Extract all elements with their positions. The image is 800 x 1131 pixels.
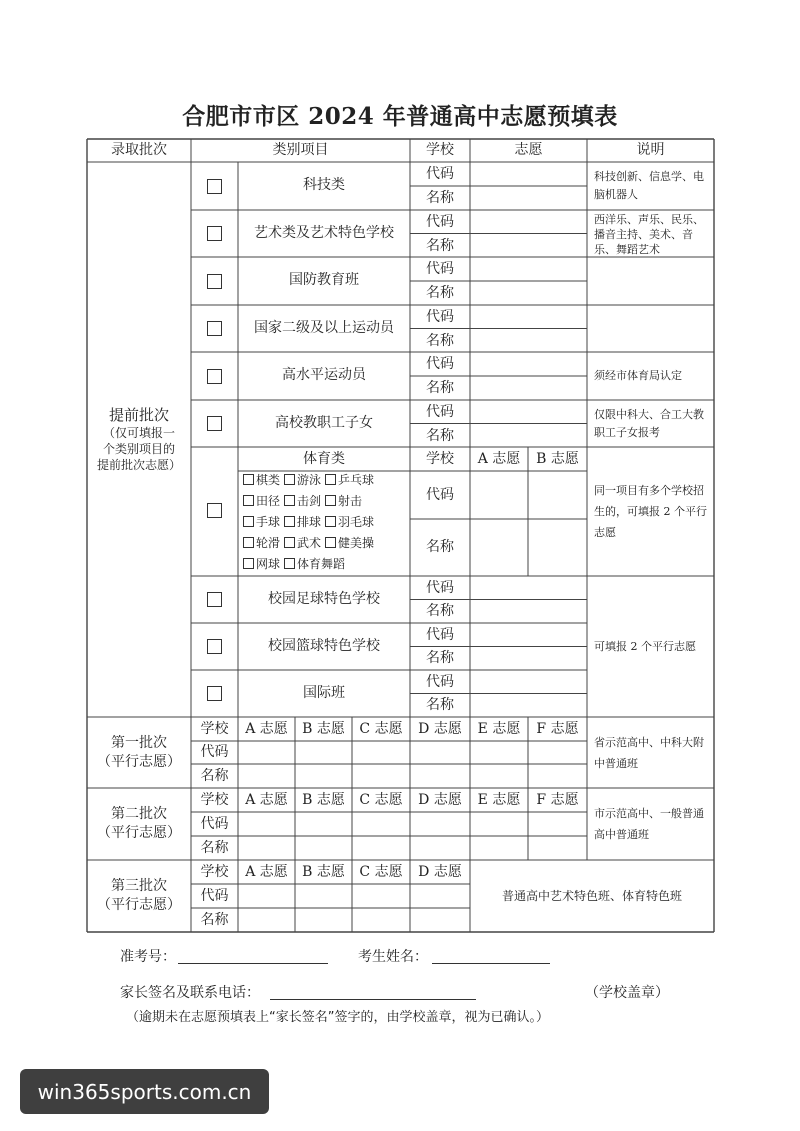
- parent-signature-label: 家长签名及联系电话：: [120, 985, 260, 1001]
- code-label: 代码: [426, 213, 454, 230]
- sports-option[interactable]: 击剑: [284, 491, 321, 512]
- batch1-choice: D 志愿: [418, 720, 462, 737]
- batch3-choice: A 志愿: [245, 863, 288, 880]
- batch2-school-label: 学校: [200, 791, 229, 808]
- note-athlete-high: 须经市体育局认定: [594, 369, 682, 382]
- code-label: 代码: [426, 673, 454, 690]
- batch3-note: 普通高中艺术特色班、体育特色班: [501, 888, 682, 903]
- checkbox-defense[interactable]: [207, 274, 222, 289]
- form-title: 合肥市市区 2024 年普通高中志愿预填表: [182, 103, 618, 130]
- sports-option[interactable]: 棋类: [243, 470, 280, 491]
- sports-option[interactable]: 网球: [243, 554, 280, 575]
- sports-option[interactable]: 健美操: [325, 533, 374, 554]
- batch1-label: [87, 717, 191, 788]
- checkbox-athlete-l2[interactable]: [207, 321, 222, 336]
- sports-option[interactable]: 游泳: [284, 470, 321, 491]
- checkbox-tech[interactable]: [207, 179, 222, 194]
- checkbox-athlete-high[interactable]: [207, 369, 222, 384]
- sports-title: 体育类: [303, 450, 345, 467]
- name-label: 名称: [426, 539, 454, 556]
- note-sports: 同一项目有多个学校招生的，可填报 2 个平行志愿: [594, 484, 707, 539]
- category-athlete-high: 高水平运动员: [282, 367, 366, 384]
- batch3-school-label: 学校: [200, 863, 229, 880]
- note-art: 西洋乐、声乐、民乐、播音主持、美术、音乐、舞蹈艺术: [594, 212, 704, 256]
- batch1-choice: A 志愿: [245, 720, 288, 737]
- batch3-sub: （平行志愿）: [97, 897, 181, 913]
- sports-option[interactable]: 轮滑: [243, 533, 280, 554]
- batch1-sub: （平行志愿）: [97, 753, 181, 770]
- batch2-label: [87, 788, 191, 860]
- code-label: 代码: [426, 260, 454, 277]
- batch3-label: [87, 860, 191, 932]
- name-label: 名称: [426, 379, 454, 396]
- checkbox-art[interactable]: [207, 226, 222, 241]
- sports-option[interactable]: 排球: [284, 512, 321, 533]
- header-choice: 志愿: [514, 142, 543, 159]
- parent-signature-field[interactable]: [270, 999, 476, 1000]
- code-label: 代码: [426, 579, 454, 596]
- batch2-name-label: 名称: [200, 839, 229, 856]
- batch1-name-label: 名称: [200, 767, 229, 784]
- watermark-badge: win365sports.com.cn: [20, 1069, 269, 1114]
- batch3-choice: B 志愿: [302, 863, 345, 880]
- sports-school-label: 学校: [426, 450, 454, 467]
- batch2-code-label: 代码: [200, 815, 229, 832]
- sports-option[interactable]: 手球: [243, 512, 280, 533]
- category-art: 艺术类及艺术特色学校: [254, 225, 394, 242]
- header-school: 学校: [426, 142, 454, 159]
- checkbox-international[interactable]: [207, 686, 222, 701]
- batch1-title: 第一批次: [111, 734, 167, 751]
- checkbox-football[interactable]: [207, 592, 222, 607]
- code-label: 代码: [426, 308, 454, 325]
- batch2-choice: B 志愿: [302, 791, 345, 808]
- checkbox-basketball[interactable]: [207, 639, 222, 654]
- note-lower-early: 可填报 2 个平行志愿: [594, 639, 696, 653]
- category-defense: 国防教育班: [289, 272, 359, 289]
- preference-table: [87, 139, 714, 932]
- early-batch-sub-2: 个类别项目的: [102, 442, 175, 457]
- batch1-note: 省示范高中、中科大附中普通班: [594, 735, 704, 770]
- sports-option[interactable]: 乒乓球: [325, 470, 374, 491]
- exam-number-field[interactable]: [178, 963, 328, 964]
- checkbox-sports[interactable]: [207, 503, 222, 518]
- early-batch-sub-1: （仅可填报一: [102, 425, 175, 440]
- batch2-choice: D 志愿: [418, 791, 462, 808]
- code-label: 代码: [426, 165, 454, 182]
- batch2-note: 市示范高中、一般普通高中普通班: [594, 807, 704, 841]
- code-label: 代码: [426, 626, 454, 643]
- sports-option[interactable]: 羽毛球: [325, 512, 374, 533]
- category-basketball: 校园篮球特色学校: [268, 638, 380, 655]
- batch2-choice: C 志愿: [359, 791, 403, 808]
- sports-option[interactable]: 田径: [243, 491, 280, 512]
- school-seal-label: （学校盖章）: [585, 985, 669, 1001]
- student-name-label: 考生姓名：: [358, 949, 428, 965]
- category-international: 国际班: [303, 685, 345, 702]
- sports-option[interactable]: 体育舞蹈: [284, 554, 345, 575]
- code-label: 代码: [426, 403, 454, 420]
- batch2-title: 第二批次: [111, 806, 167, 823]
- code-label: 代码: [426, 355, 454, 372]
- batch3-code-label: 代码: [200, 887, 229, 904]
- batch1-choice: B 志愿: [302, 720, 345, 737]
- sports-option[interactable]: 射击: [325, 491, 362, 512]
- note-tech: 科技创新、信息学、电脑机器人: [594, 170, 704, 201]
- batch1-choice: F 志愿: [536, 720, 579, 737]
- sports-choice-b: B 志愿: [536, 450, 579, 467]
- early-batch-title: 提前批次: [108, 405, 169, 424]
- sports-options: [243, 470, 413, 575]
- note-staff-children: 仅限中科大、合工大教职工子女报考: [594, 408, 704, 439]
- header-notes: 说明: [636, 142, 665, 159]
- checkbox-staff-children[interactable]: [207, 416, 222, 431]
- name-label: 名称: [426, 603, 454, 620]
- category-football: 校园足球特色学校: [268, 591, 380, 608]
- name-label: 名称: [426, 237, 454, 254]
- category-tech: 科技类: [303, 177, 345, 194]
- batch2-choice: F 志愿: [536, 791, 579, 808]
- sports-option[interactable]: 武术: [284, 533, 321, 554]
- header-batch: 录取批次: [111, 142, 167, 159]
- code-label: 代码: [426, 486, 454, 503]
- batch3-name-label: 名称: [200, 911, 229, 928]
- name-label: 名称: [426, 650, 454, 667]
- batch1-choice: C 志愿: [359, 720, 403, 737]
- batch1-school-label: 学校: [200, 720, 229, 737]
- batch1-choice: E 志愿: [477, 720, 521, 737]
- student-name-field[interactable]: [432, 963, 550, 964]
- name-label: 名称: [426, 697, 454, 714]
- category-athlete-l2: 国家二级及以上运动员: [254, 320, 394, 337]
- early-batch-label: [87, 399, 191, 479]
- batch1-code-label: 代码: [200, 744, 229, 761]
- batch2-choice: A 志愿: [245, 791, 288, 808]
- batch2-choice: E 志愿: [477, 791, 521, 808]
- batch3-title: 第三批次: [111, 878, 167, 895]
- name-label: 名称: [426, 427, 454, 444]
- footer-remark: （逾期未在志愿预填表上“家长签名”签字的，由学校盖章，视为已确认。）: [126, 1010, 549, 1025]
- category-staff-children: 高校教职工子女: [275, 415, 373, 432]
- exam-number-label: 准考号：: [120, 949, 176, 965]
- early-batch-sub-3: 提前批次志愿）: [96, 458, 181, 473]
- name-label: 名称: [426, 189, 454, 206]
- header-category: 类别项目: [272, 142, 329, 159]
- sports-choice-a: A 志愿: [477, 450, 521, 467]
- name-label: 名称: [426, 284, 454, 301]
- name-label: 名称: [426, 332, 454, 349]
- batch3-choice: D 志愿: [418, 863, 462, 880]
- batch3-choice: C 志愿: [359, 863, 403, 880]
- batch2-sub: （平行志愿）: [97, 825, 181, 841]
